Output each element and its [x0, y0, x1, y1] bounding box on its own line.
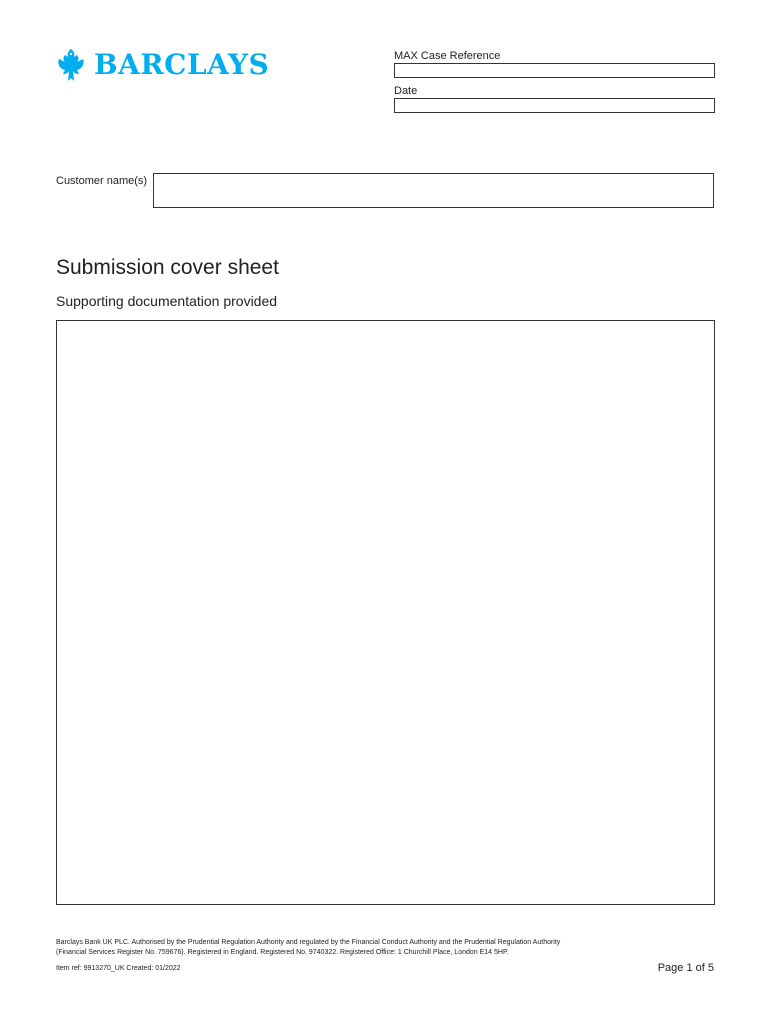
eagle-icon — [54, 47, 88, 83]
page-title: Submission cover sheet — [56, 256, 279, 279]
supporting-documentation-field[interactable] — [56, 320, 715, 905]
date-label: Date — [394, 85, 418, 97]
customer-names-label: Customer name(s) — [56, 175, 148, 187]
max-case-reference-field[interactable] — [394, 63, 715, 78]
section-subtitle: Supporting documentation provided — [56, 293, 278, 309]
legal-line-2: (Financial Services Register No. 759676). Registered in England. Registered No. 9740322. Registered Office: 1 Churchill Place, London E14 5HP. — [56, 949, 509, 956]
customer-names-field[interactable] — [153, 173, 714, 208]
page-number: Page 1 of 5 — [657, 962, 714, 974]
legal-disclaimer — [56, 938, 656, 958]
max-case-reference-label: MAX Case Reference — [394, 50, 501, 62]
barclays-logo — [54, 46, 269, 84]
date-field[interactable] — [394, 98, 715, 113]
brand-name: BARCLAYS — [94, 48, 270, 81]
legal-line-1: Barclays Bank UK PLC. Authorised by the Prudential Regulation Authority and regulated by the Financial Conduct Authority and the Prudential Regulation Authority — [56, 939, 561, 946]
item-reference: Item ref: 9913270_UK Created: 01/2022 — [56, 965, 181, 972]
